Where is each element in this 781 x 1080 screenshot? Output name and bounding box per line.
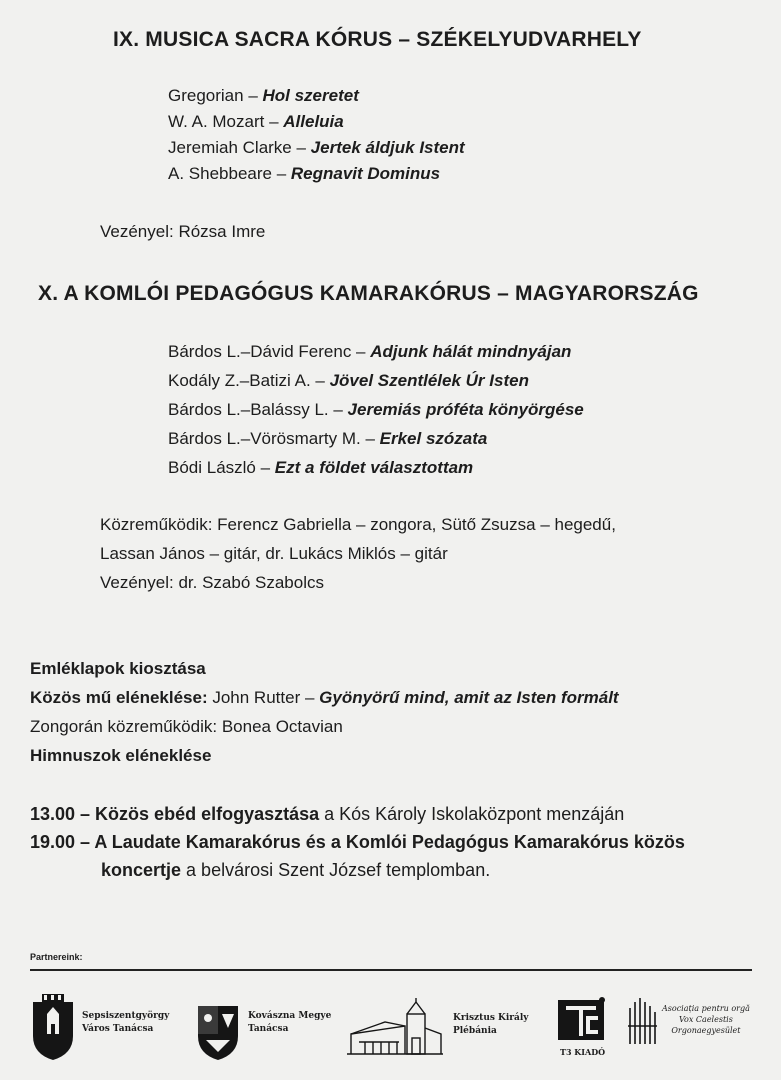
piece-9-2: W. A. Mozart – Alleluia — [168, 112, 344, 131]
piece-9-3: Jeremiah Clarke – Jertek áldjuk Istent — [168, 138, 465, 157]
schedule-lunch: 13.00 – Közös ebéd elfogyasztása a Kós Károly Iskolaközpont menzáján — [30, 804, 625, 824]
conductor-9: Vezényel: Rózsa Imre — [100, 222, 266, 241]
schedule-concert: 19.00 – A Laudate Kamarakórus és a Komlói Pedagógus Kamarakórus közös — [30, 832, 685, 852]
piece-10-5: Bódi László – Ezt a földet választottam — [168, 458, 474, 477]
piece-10-3: Bárdos L.–Balássy L. – Jeremiás próféta könyörgése — [168, 400, 584, 419]
partner-5-name: Asociația pentru orgă Vox Caelestis Orgonaegyesület — [662, 1004, 750, 1035]
performers-line-1: Közreműködik: Ferencz Gabriella – zongora, Sütő Zsuzsa – hegedű, — [100, 515, 616, 534]
partner-4-name: T3 KIADÓ — [560, 1047, 606, 1057]
piano-line: Zongorán közreműködik: Bonea Octavian — [30, 717, 343, 736]
piece-9-4: A. Shebbeare – Regnavit Dominus — [168, 164, 441, 183]
partner-1-name: Sepsiszentgyörgy Város Tanácsa — [82, 1011, 170, 1034]
church-icon — [345, 998, 445, 1058]
performers-line-2: Lassan János – gitár, dr. Lukács Miklós – gitár — [100, 544, 448, 563]
piece-10-1: Bárdos L.–Dávid Ferenc – Adjunk hálát mindnyájan — [168, 342, 572, 361]
t3-kiado-icon — [556, 996, 606, 1046]
awards-line: Emléklapok kiosztása — [30, 659, 206, 678]
piece-10-2: Kodály Z.–Batizi A. – Jövel Szentlélek Úr Isten — [168, 371, 529, 390]
schedule-concert-cont: koncertje a belvárosi Szent József templomban. — [101, 860, 491, 880]
common-piece-line: Közös mű eléneklése: John Rutter – Gyönyörű mind, amit az Isten formált — [30, 688, 619, 707]
partner-3-name: Krisztus Király Plébánia — [453, 1013, 529, 1036]
piece-10-4: Bárdos L.–Vörösmarty M. – Erkel szózata — [168, 429, 488, 448]
anthems-line: Himnuszok eléneklése — [30, 746, 212, 765]
county-crest-icon — [196, 1004, 240, 1062]
conductor-10: Vezényel: dr. Szabó Szabolcs — [100, 573, 324, 592]
section-10-title: X. A KOMLÓI PEDAGÓGUS KAMARAKÓRUS – MAGYARORSZÁG — [38, 282, 699, 305]
section-9-title: IX. MUSICA SACRA KÓRUS – SZÉKELYUDVARHELY — [113, 28, 642, 51]
partner-2-name: Kovászna Megye Tanácsa — [248, 1011, 332, 1034]
piece-9-1: Gregorian – Hol szeretet — [168, 86, 359, 105]
partners-divider — [30, 969, 752, 971]
city-crest-icon — [30, 992, 76, 1062]
partners-label: Partnereink: — [30, 952, 83, 962]
organ-pipes-icon — [626, 996, 658, 1046]
